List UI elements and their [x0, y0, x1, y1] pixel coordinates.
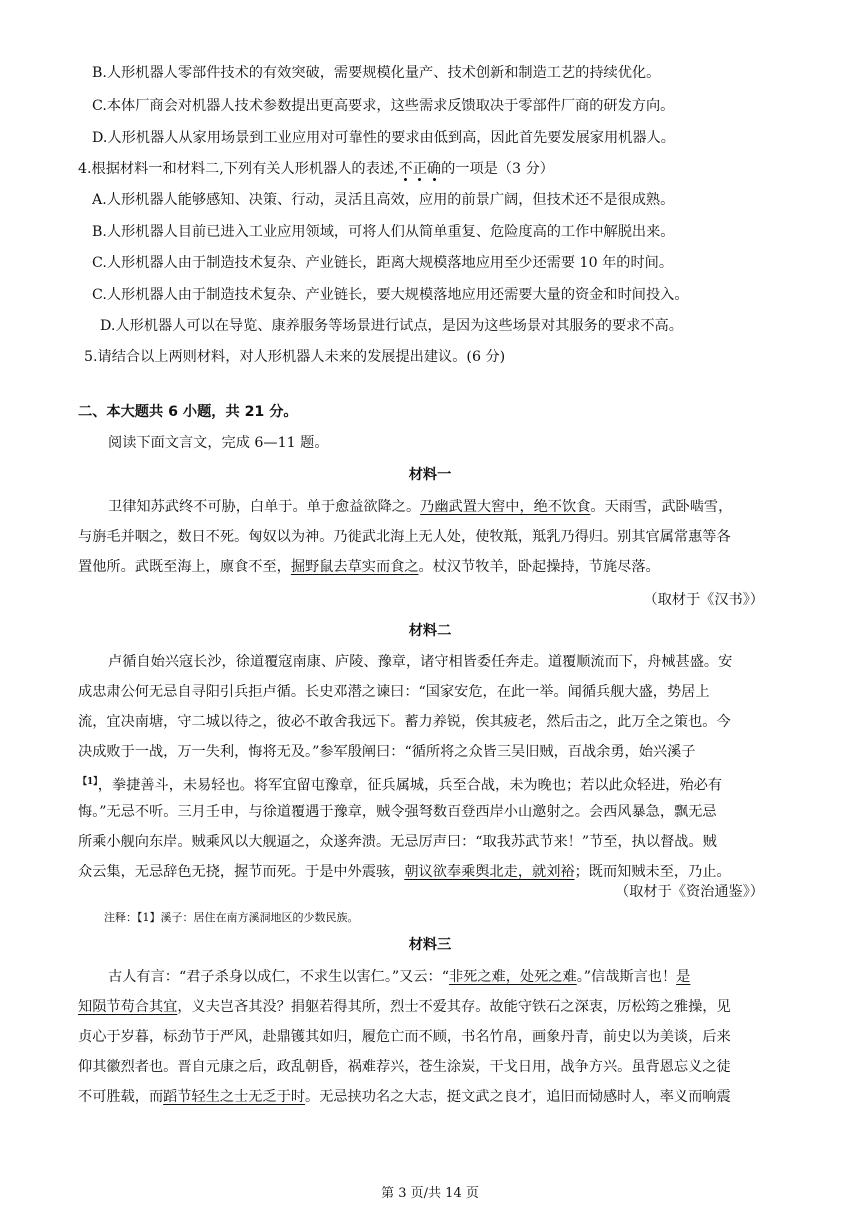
q4-stem: [78, 159, 554, 179]
text-run: ，义夫岂吝其没？捐躯若得其所，烈士不爱其存。故能守铁石之深衷，厉松筠之雅操，见: [177, 999, 731, 1015]
q4-option-c2: C.人形机器人由于制造技术复杂、产业链长，要大规模落地应用还需要大量的资金和时间投入。: [92, 287, 689, 303]
material2-line: 卢循自始兴寇长沙，徐道覆寇南康、庐陵、豫章，诸守相皆委任奔走。道覆顺流而下，舟械甚盛。安: [108, 654, 733, 670]
text-run: 卫律知苏武终不可胁，白单于。单于愈益欲降之。: [108, 499, 421, 515]
material2-line: 决成败于一战，万一失利，悔将无及。”参军殷阐曰：“循所将之众皆三吴旧贼，百战余勇，始兴溪子: [78, 744, 696, 760]
text-run: 众云集，无忌辞色无挠，握节而死。于是中外震骇，: [78, 864, 405, 880]
q3-option-c: C.本体厂商会对机器人技术参数提出更高要求，这些需求反馈取决于零部件厂商的研发方向。: [92, 98, 675, 114]
text-run: 。”信哉斯言也！: [576, 969, 677, 985]
material1-title: 材料一: [408, 467, 452, 483]
material3-line: [78, 1087, 731, 1107]
text-run: 。天雨雪，武卧啮雪，: [590, 499, 733, 515]
material2-line: 悔。”无忌不听。三月壬申，与徐道覆遇于豫章，贼令强弩数百登西岸小山邀射之。会西风暴急，飘无忌: [78, 804, 717, 820]
q4-stem-part-a: 4.根据材料一和材料二,下列有关人形机器人的表述,: [78, 161, 399, 177]
text-run: ；既而知贼未至，乃止。: [574, 864, 731, 880]
emphasis-dot-char: 确: [426, 161, 442, 177]
q4-stem-part-b: 的一项是（3 分）: [441, 161, 554, 177]
material2-title: 材料二: [408, 623, 452, 639]
underlined-text: 掘野鼠去草实而食之: [290, 559, 419, 575]
underlined-text: 知陨节苟合其宜: [78, 999, 178, 1015]
q5-stem: 5.请结合以上两则材料，对人形机器人未来的发展提出建议。(6 分): [84, 349, 506, 365]
q4-option-a: A.人形机器人能够感知、决策、行动，灵活且高效，应用的前景广阔，但技术还不是很成熟。: [92, 192, 675, 208]
underlined-text: 蹈节轻生之士无乏于时: [163, 1089, 306, 1105]
text-run: 。杖汉节牧羊，卧起操持，节旄尽落。: [418, 559, 660, 575]
section-instruction: 阅读下面文言文，完成 6—11 题。: [108, 435, 329, 451]
text-run: 不可胜载，而: [78, 1089, 164, 1105]
material2-line: [78, 862, 731, 882]
material1-line: 与旃毛并咽之，数日不死。匈奴以为神。乃徙武北海上无人处，使牧羝，羝乳乃得归。别其官属常惠等各: [78, 529, 731, 545]
material2-line: 流，宜决南塘，守二城以待之，彼必不敢舍我远下。蓄力养锐，俟其疲老，然后击之，此万全之策也。今: [78, 714, 731, 730]
material3-line: 贞心于岁暮，标劲节于严风，赴鼎镬其如归，履危亡而不顾，书名竹帛，画象丹青，前史以为美谈，后来: [78, 1029, 731, 1045]
emphasis-dot-char: 正: [412, 161, 427, 177]
page-number: 第 3 页/共 14 页: [381, 1186, 479, 1201]
text-run: 古人有言：“君子杀身以成仁，不求生以害仁。”又云：“: [108, 969, 449, 985]
material3-title: 材料三: [408, 937, 452, 953]
text-run: 置他所。武既至海上，廪食不至，: [78, 559, 291, 575]
section-heading: 二、本大题共 6 小题，共 21 分。: [78, 404, 298, 420]
q3-option-d: D.人形机器人从家用场景到工业应用对可靠性的要求由低到高，因此首先要发展家用机器人。: [92, 130, 675, 146]
material3-line: 仰其徽烈者也。晋自元康之后，政乱朝昏，祸难荐兴，苍生涂炭，干戈日用，战争方兴。虽背恩忘义之徒: [78, 1059, 731, 1075]
q4-option-c1: C.人形机器人由于制造技术复杂、产业链长，距离大规模落地应用至少还需要 10 年的时间。: [92, 255, 674, 271]
material1-line: [78, 557, 660, 577]
underlined-text: 是: [676, 969, 691, 985]
material2-line: 成忠肃公何无忌自寻阳引兵拒卢循。长史邓潜之谏曰：“国家安危，在此一举。闻循兵舰大盛，势居上: [78, 684, 710, 700]
q3-option-b: B.人形机器人零部件技术的有效突破，需要规模化量产、技术创新和制造工艺的持续优化。: [92, 65, 661, 81]
text-run: ，拳捷善斗，未易轻也。将军宜留屯豫章，征兵属城，兵至合战，未为晚也；若以此众轻进，殆必有: [97, 777, 723, 794]
q4-option-d: D.人形机器人可以在导览、康养服务等场景进行试点，是因为这些场景对其服务的要求不高。: [100, 318, 683, 334]
material2-line: [78, 772, 722, 796]
q4-option-b: B.人形机器人目前已进入工业应用领域，可将人们从简单重复、危险度高的工作中解脱出来。: [92, 224, 675, 240]
text-run: 。无忌挟功名之大志，挺文武之良才，追旧而恸感时人，率义而响震: [305, 1089, 731, 1105]
footnote: 注释：【1】溪子：居住在南方溪洞地区的少数民族。: [104, 911, 359, 924]
material2-source: （取材于《资治通鉴》）: [615, 884, 764, 900]
material3-line: [108, 967, 690, 987]
underlined-text: 乃幽武置大窖中，绝不饮食: [420, 499, 591, 515]
footnote-marker: 【1】: [78, 777, 98, 787]
material3-line: [78, 997, 731, 1017]
underlined-text: 非死之难，处死之难: [448, 969, 577, 985]
underlined-text: 朝议欲奉乘舆北走，就刘裕: [404, 864, 575, 880]
emphasis-dot-char: 不: [398, 161, 413, 177]
material1-line: [108, 497, 732, 517]
material1-source: （取材于《汉书》）: [643, 592, 764, 608]
material2-line: 所乘小舰向东岸。贼乘风以大舰逼之，众遂奔溃。无忌厉声曰：“取我苏武节来！”节至，执以督战。贼: [78, 834, 717, 850]
